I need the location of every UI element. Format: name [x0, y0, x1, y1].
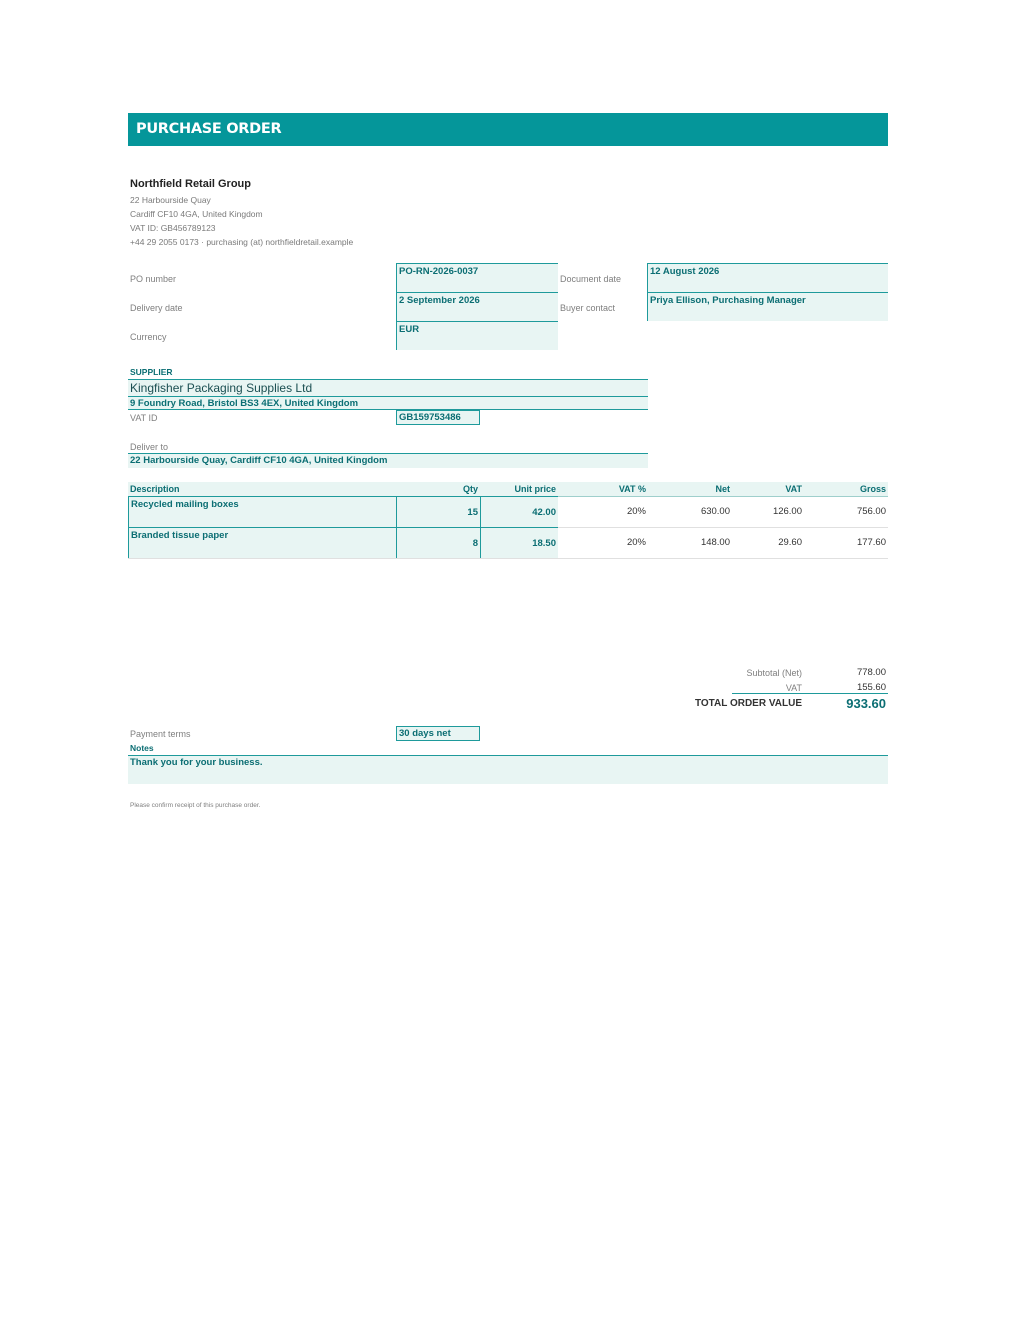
row-net: 148.00 — [700, 537, 730, 548]
row-net: 630.00 — [700, 506, 730, 517]
company-name: Northfield Retail Group — [130, 178, 251, 190]
supplier-name-field[interactable] — [128, 379, 648, 396]
po-number-value: PO-RN-2026-0037 — [399, 266, 479, 277]
subtotal-label: Subtotal (Net) — [746, 668, 802, 678]
totals-vat-value: 155.60 — [856, 682, 886, 693]
currency-field[interactable] — [396, 321, 558, 350]
row-unit-price: 18.50 — [532, 538, 556, 549]
row-vat-pct: 20% — [626, 506, 646, 517]
supplier-address-field[interactable] — [128, 396, 648, 410]
totals-vat-label: VAT — [785, 683, 802, 693]
header-net: Net — [715, 484, 730, 494]
document-date-field[interactable] — [647, 263, 888, 292]
company-address-line-1: 22 Harbourside Quay — [130, 195, 211, 205]
company-vat: VAT ID: GB456789123 — [130, 223, 216, 233]
row-qty: 15 — [467, 507, 478, 518]
company-address-line-2: Cardiff CF10 4GA, United Kingdom — [130, 209, 263, 219]
po-number-field[interactable] — [396, 263, 558, 292]
total-order-value: 933.60 — [846, 696, 886, 711]
footnote: Please confirm receipt of this purchase order. — [130, 802, 261, 809]
header-vat-pct: VAT % — [618, 484, 646, 494]
currency-label: Currency — [130, 332, 167, 342]
notes-label: Notes — [130, 743, 154, 753]
company-contact: +44 29 2055 0173 · purchasing (at) northfieldretail.example — [130, 237, 354, 247]
document-date-label: Document date — [560, 274, 622, 284]
supplier-vat-label: VAT ID — [130, 413, 158, 423]
row-description-cell[interactable] — [128, 496, 396, 527]
buyer-contact-value: Priya Ellison, Purchasing Manager — [650, 295, 806, 306]
row-qty-cell[interactable] — [396, 527, 480, 558]
deliver-to-address: 22 Harbourside Quay, Cardiff CF10 4GA, United Kingdom — [130, 455, 388, 466]
header-gross: Gross — [859, 484, 886, 494]
row-gross: 756.00 — [856, 506, 886, 517]
po-number-label: PO number — [130, 274, 177, 284]
title-banner — [128, 113, 888, 146]
delivery-date-field[interactable] — [396, 292, 558, 321]
supplier-vat-field[interactable] — [396, 410, 480, 425]
supplier-name: Kingfisher Packaging Supplies Ltd — [130, 381, 313, 395]
header-qty: Qty — [462, 484, 478, 494]
buyer-contact-field[interactable] — [647, 292, 888, 321]
row-vat-pct: 20% — [626, 537, 646, 548]
notes-field[interactable] — [128, 755, 888, 784]
header-vat: VAT — [785, 484, 802, 494]
payment-terms-field[interactable] — [396, 726, 480, 741]
row-description: Branded tissue paper — [131, 530, 229, 541]
row-description-cell[interactable] — [128, 527, 396, 558]
subtotal-value: 778.00 — [856, 667, 886, 678]
supplier-address: 9 Foundry Road, Bristol BS3 4EX, United Kingdom — [130, 398, 359, 409]
document-title: PURCHASE ORDER — [136, 121, 282, 137]
row-unit-price: 42.00 — [532, 507, 556, 518]
line-items-header — [128, 482, 888, 497]
buyer-contact-label: Buyer contact — [560, 303, 616, 313]
notes-value: Thank you for your business. — [130, 757, 263, 768]
header-description: Description — [130, 484, 180, 494]
totals-divider — [732, 693, 888, 694]
payment-terms-label: Payment terms — [130, 729, 191, 739]
row-unit-price-cell[interactable] — [480, 496, 558, 527]
supplier-heading: SUPPLIER — [130, 367, 173, 377]
deliver-to-field[interactable] — [128, 453, 648, 468]
row-qty: 8 — [472, 538, 478, 549]
row-vat: 29.60 — [778, 537, 802, 548]
supplier-vat: GB159753486 — [399, 412, 461, 423]
document-date-value: 12 August 2026 — [650, 266, 720, 277]
total-order-label: TOTAL ORDER VALUE — [694, 698, 802, 709]
delivery-date-value: 2 September 2026 — [399, 295, 480, 306]
row-unit-price-cell[interactable] — [480, 527, 558, 558]
row-qty-cell[interactable] — [396, 496, 480, 527]
row-gross: 177.60 — [856, 537, 886, 548]
currency-value: EUR — [399, 324, 420, 335]
deliver-to-label: Deliver to — [130, 442, 169, 452]
table-row — [128, 527, 888, 559]
row-vat: 126.00 — [772, 506, 802, 517]
header-unit-price: Unit price — [514, 484, 556, 494]
row-description: Recycled mailing boxes — [131, 499, 239, 510]
payment-terms-value: 30 days net — [399, 728, 451, 739]
delivery-date-label: Delivery date — [130, 303, 183, 313]
table-row — [128, 496, 888, 528]
